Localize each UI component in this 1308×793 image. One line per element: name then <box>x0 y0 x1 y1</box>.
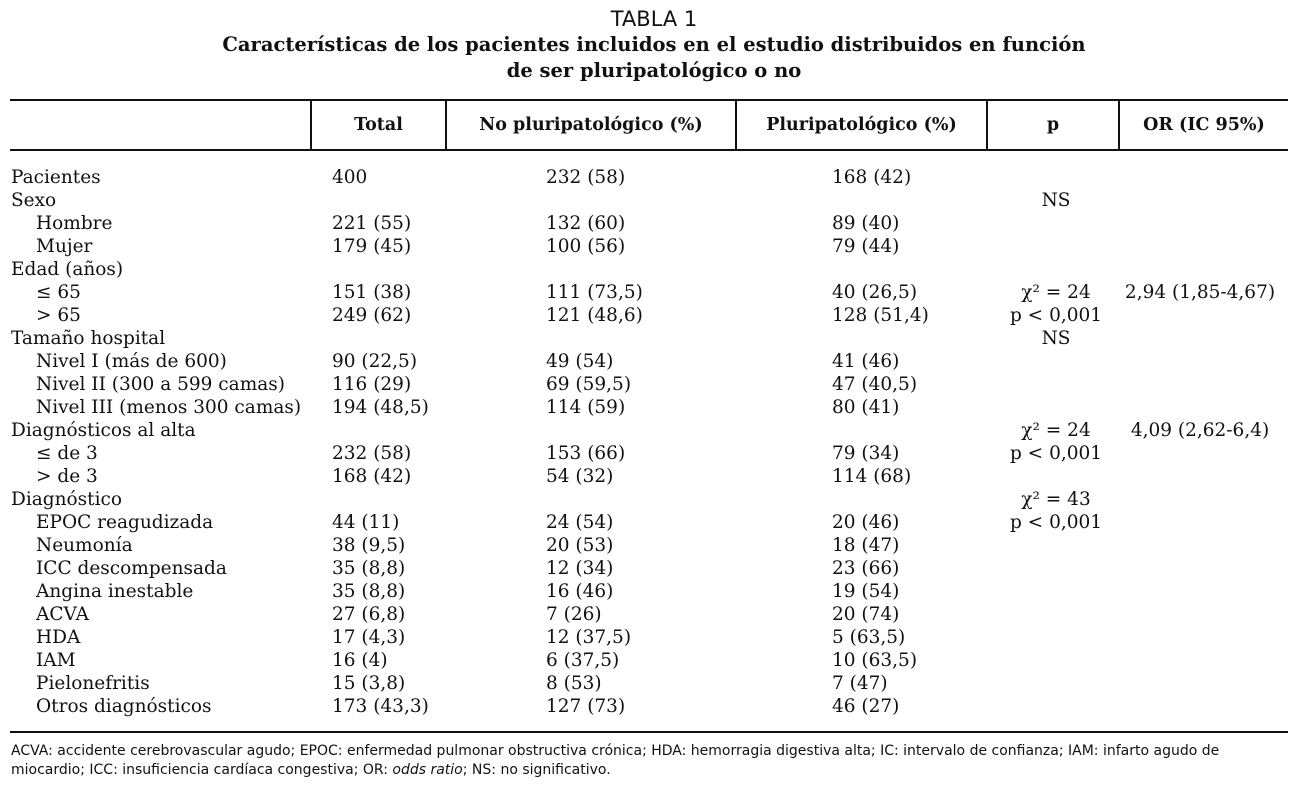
cell-total: 38 (9,5) <box>332 535 406 556</box>
cell-total: 90 (22,5) <box>332 351 418 372</box>
footnote-text-end: ; NS: no significativo. <box>462 762 611 778</box>
header-pluripatologico: Pluripatológico (%) <box>766 115 957 135</box>
cell-p-value: NS <box>1041 190 1071 211</box>
header-no-pluripatologico: No pluripatológico (%) <box>479 115 703 135</box>
row-label: Sexo <box>11 190 57 211</box>
row-label: HDA <box>36 627 81 648</box>
table-bottom-rule <box>10 731 1288 733</box>
cell-total: 194 (48,5) <box>332 397 429 418</box>
cell-pluripatologico: 80 (41) <box>832 397 900 418</box>
row-label: Neumonía <box>36 535 133 556</box>
cell-no-pluripatologico: 8 (53) <box>546 673 602 694</box>
cell-odds-ratio: 4,09 (2,62-6,4) <box>1130 420 1270 441</box>
table-row <box>0 534 1308 557</box>
cell-pluripatologico: 168 (42) <box>832 167 912 188</box>
cell-pluripatologico: 20 (46) <box>832 512 900 533</box>
cell-no-pluripatologico: 127 (73) <box>546 696 626 717</box>
cell-pluripatologico: 47 (40,5) <box>832 374 918 395</box>
row-label: ≤ 65 <box>36 282 81 303</box>
row-label: Nivel III (menos 300 camas) <box>36 397 302 418</box>
title-block <box>0 6 1308 84</box>
row-label: > de 3 <box>36 466 98 487</box>
cell-total: 116 (29) <box>332 374 412 395</box>
cell-pluripatologico: 79 (44) <box>832 236 900 257</box>
cell-pluripatologico: 128 (51,4) <box>832 305 929 326</box>
table-caption-line2: de ser pluripatológico o no <box>506 59 802 82</box>
cell-no-pluripatologico: 7 (26) <box>546 604 602 625</box>
row-label: Mujer <box>36 236 93 257</box>
cell-pluripatologico: 46 (27) <box>832 696 900 717</box>
cell-total: 44 (11) <box>332 512 400 533</box>
table-row <box>0 396 1308 419</box>
table-row <box>0 258 1308 281</box>
row-label: Angina inestable <box>36 581 194 602</box>
row-label: Hombre <box>36 213 113 234</box>
table-row <box>0 419 1308 442</box>
table-row <box>0 327 1308 350</box>
cell-total: 168 (42) <box>332 466 412 487</box>
cell-no-pluripatologico: 20 (53) <box>546 535 614 556</box>
cell-p-value: p < 0,001 <box>1009 512 1103 533</box>
cell-p-value: p < 0,001 <box>1009 443 1103 464</box>
table-row <box>0 557 1308 580</box>
row-label: Otros diagnósticos <box>36 696 212 717</box>
table-header-rule <box>10 149 1288 151</box>
cell-p-value: χ² = 43 <box>1021 489 1091 510</box>
header-odds-ratio: OR (IC 95%) <box>1143 115 1265 135</box>
cell-p-value: p < 0,001 <box>1009 305 1103 326</box>
table-row <box>0 488 1308 511</box>
cell-no-pluripatologico: 24 (54) <box>546 512 614 533</box>
table-row <box>0 189 1308 212</box>
cell-no-pluripatologico: 114 (59) <box>546 397 626 418</box>
table-row <box>0 350 1308 373</box>
row-label: Nivel I (más de 600) <box>36 351 227 372</box>
cell-total: 35 (8,8) <box>332 558 406 579</box>
header-label <box>10 101 310 149</box>
row-label: IAM <box>36 650 76 671</box>
row-label: Edad (años) <box>11 259 124 280</box>
cell-pluripatologico: 114 (68) <box>832 466 912 487</box>
cell-total: 151 (38) <box>332 282 412 303</box>
cell-pluripatologico: 7 (47) <box>832 673 888 694</box>
cell-total: 27 (6,8) <box>332 604 406 625</box>
cell-no-pluripatologico: 12 (34) <box>546 558 614 579</box>
cell-pluripatologico: 18 (47) <box>832 535 900 556</box>
cell-total: 17 (4,3) <box>332 627 406 648</box>
table-row <box>0 166 1308 189</box>
table-row <box>0 603 1308 626</box>
cell-total: 221 (55) <box>332 213 412 234</box>
row-label: ICC descompensada <box>36 558 227 579</box>
cell-total: 35 (8,8) <box>332 581 406 602</box>
table-row <box>0 304 1308 327</box>
row-label: EPOC reagudizada <box>36 512 214 533</box>
row-label: Pielonefritis <box>36 673 150 694</box>
row-label: Pacientes <box>11 167 101 188</box>
cell-p-value: χ² = 24 <box>1021 282 1091 303</box>
cell-total: 400 <box>332 167 368 188</box>
cell-pluripatologico: 5 (63,5) <box>832 627 906 648</box>
row-label: ≤ de 3 <box>36 443 98 464</box>
cell-pluripatologico: 89 (40) <box>832 213 900 234</box>
table-caption-line1: Características de los pacientes incluidos en el estudio distribuidos en función <box>222 33 1086 56</box>
cell-no-pluripatologico: 100 (56) <box>546 236 626 257</box>
cell-pluripatologico: 40 (26,5) <box>832 282 918 303</box>
cell-pluripatologico: 19 (54) <box>832 581 900 602</box>
table-row <box>0 373 1308 396</box>
cell-total: 179 (45) <box>332 236 412 257</box>
cell-total: 232 (58) <box>332 443 412 464</box>
row-label: Diagnósticos al alta <box>11 420 196 441</box>
row-label: > 65 <box>36 305 81 326</box>
cell-total: 249 (62) <box>332 305 412 326</box>
cell-pluripatologico: 23 (66) <box>832 558 900 579</box>
cell-no-pluripatologico: 16 (46) <box>546 581 614 602</box>
footnote-italic-term: odds ratio <box>392 762 463 778</box>
table-row <box>0 442 1308 465</box>
table-row <box>0 672 1308 695</box>
table-row <box>0 580 1308 603</box>
cell-no-pluripatologico: 12 (37,5) <box>546 627 632 648</box>
header-total: Total <box>354 115 403 135</box>
table-row <box>0 465 1308 488</box>
cell-odds-ratio: 2,94 (1,85-4,67) <box>1124 282 1276 303</box>
table-row <box>0 626 1308 649</box>
cell-total: 15 (3,8) <box>332 673 406 694</box>
cell-no-pluripatologico: 54 (32) <box>546 466 614 487</box>
table-row <box>0 511 1308 534</box>
cell-pluripatologico: 79 (34) <box>832 443 900 464</box>
cell-no-pluripatologico: 153 (66) <box>546 443 626 464</box>
cell-pluripatologico: 20 (74) <box>832 604 900 625</box>
cell-no-pluripatologico: 49 (54) <box>546 351 614 372</box>
cell-no-pluripatologico: 6 (37,5) <box>546 650 620 671</box>
table-row <box>0 649 1308 672</box>
cell-pluripatologico: 10 (63,5) <box>832 650 918 671</box>
table-row <box>0 235 1308 258</box>
row-label: Nivel II (300 a 599 camas) <box>36 374 285 395</box>
table-row <box>0 212 1308 235</box>
cell-total: 173 (43,3) <box>332 696 429 717</box>
row-label: Tamaño hospital <box>11 328 166 349</box>
header-p-value: p <box>1046 115 1060 135</box>
cell-no-pluripatologico: 69 (59,5) <box>546 374 632 395</box>
table-number: TABLA 1 <box>610 7 698 31</box>
cell-no-pluripatologico: 232 (58) <box>546 167 626 188</box>
footnote-text: ACVA: accidente cerebrovascular agudo; EPOC: enfermedad pulmonar obstructiva crónica; HDA: hemorragia digestiva alta; IC: intervalo de confianza; IAM: infarto agudo de miocardio; ICC: insuficiencia cardíaca congestiva; OR: <box>11 743 1220 778</box>
cell-total: 16 (4) <box>332 650 388 671</box>
row-label: ACVA <box>36 604 89 625</box>
cell-p-value: NS <box>1041 328 1071 349</box>
cell-no-pluripatologico: 121 (48,6) <box>546 305 643 326</box>
row-label: Diagnóstico <box>11 489 123 510</box>
cell-no-pluripatologico: 132 (60) <box>546 213 626 234</box>
cell-p-value: χ² = 24 <box>1021 420 1091 441</box>
table-row <box>0 695 1308 718</box>
cell-no-pluripatologico: 111 (73,5) <box>546 282 643 303</box>
cell-pluripatologico: 41 (46) <box>832 351 900 372</box>
table-footnote <box>11 742 1293 780</box>
table-row <box>0 281 1308 304</box>
